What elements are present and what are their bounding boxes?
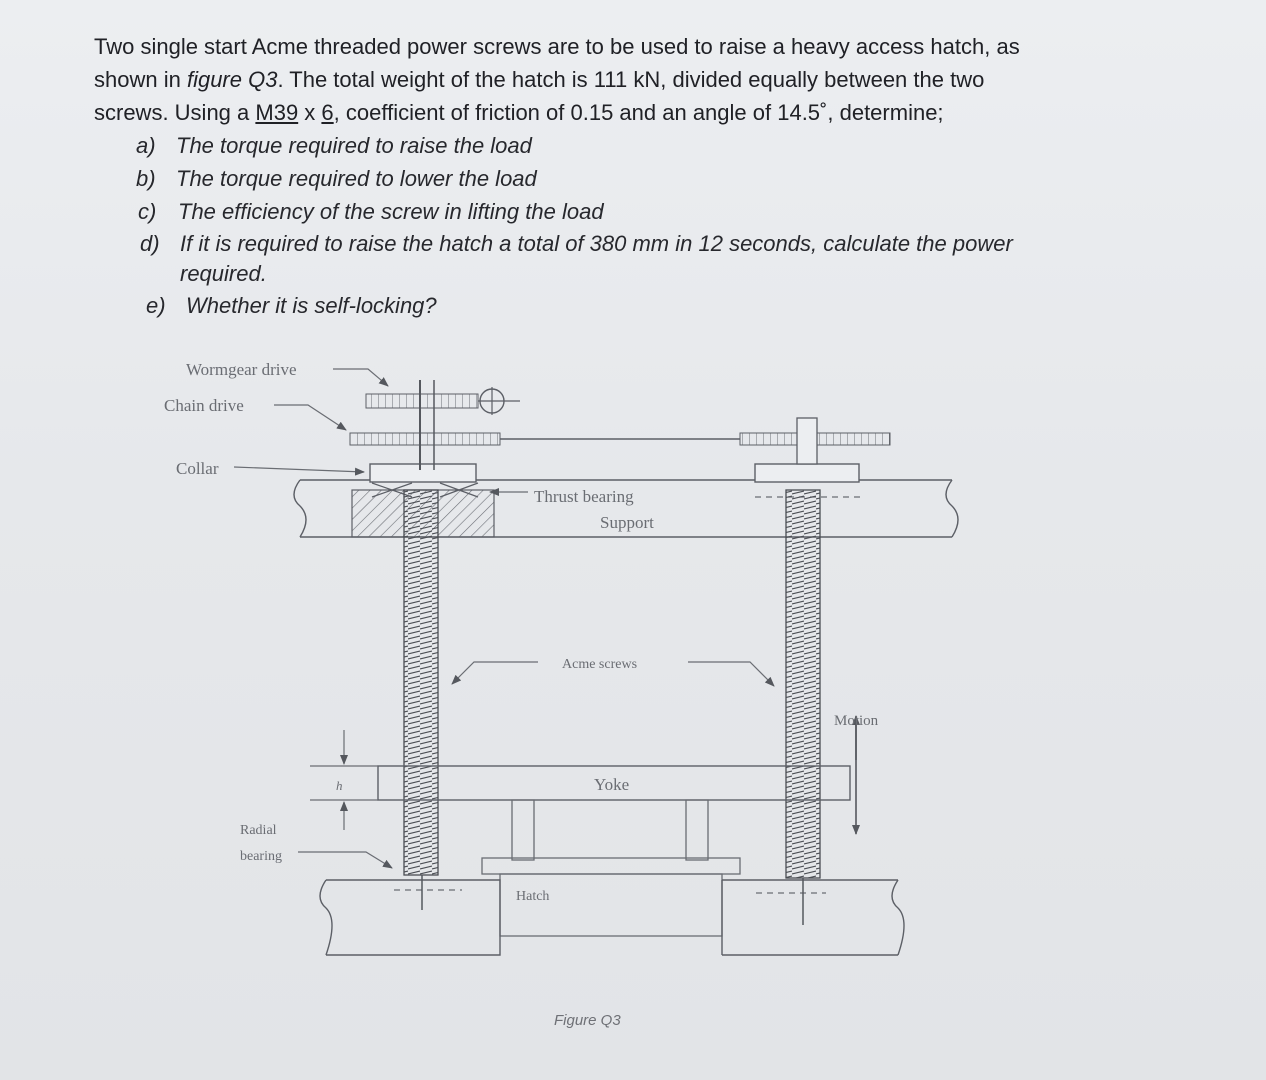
question-text-span: . The total weight of the hatch is 111 kN, divided equally between the two [277,67,985,92]
part-text: The torque required to raise the load [176,133,532,158]
part-label: e) [146,293,166,318]
part-text: The torque required to lower the load [176,166,537,191]
question-text-span: , coefficient of friction of 0.15 and an angle of 14.5˚, determine; [333,100,944,125]
chain-drive [350,433,500,445]
question-line-1: Two single start Acme threaded power screws are to be used to raise a heavy access hatch, as [94,34,1020,59]
collar [370,464,476,482]
label-support: Support [600,513,654,532]
part-text: Whether it is self-locking? [186,293,437,318]
label-chain-drive: Chain drive [164,396,244,415]
right-screw-top [797,418,817,464]
label-wormgear-drive: Wormgear drive [186,360,297,379]
label-thrust-bearing: Thrust bearing [534,487,634,506]
part-text: If it is required to raise the hatch a total of 380 mm in 12 seconds, calculate the power [180,231,1013,256]
part-label: a) [136,133,156,158]
label-yoke: Yoke [594,775,630,794]
part-text: The efficiency of the screw in lifting the load [178,199,604,224]
thread-size: M39 [255,100,299,125]
label-collar: Collar [176,459,219,478]
hatch-frame [482,800,740,874]
part-label: c) [138,199,157,224]
right-collar [755,464,859,482]
label-acme-screws: Acme screws [562,657,638,672]
figure-reference: figure Q3 [186,67,278,92]
part-label: d) [140,231,160,256]
hatch [500,874,722,936]
question-text-span: shown in [94,67,187,92]
h-dimension [310,730,378,830]
label-bearing: bearing [240,849,282,864]
thread-pitch: 6 [321,100,334,125]
label-radial: Radial [240,823,277,838]
figure-caption: Figure Q3 [554,1012,621,1029]
part-text: required. [180,261,267,286]
right-acme-screw [786,490,820,878]
label-motion: Motion [834,713,879,729]
floor [320,880,904,955]
left-acme-screw [404,490,438,875]
question-text-span: x [298,100,322,125]
leader-lines [234,369,774,868]
label-h: h [336,778,343,793]
label-hatch: Hatch [516,889,550,904]
wormgear [366,394,478,408]
question-text-span: screws. Using a [94,100,256,125]
part-label: b) [136,166,156,191]
